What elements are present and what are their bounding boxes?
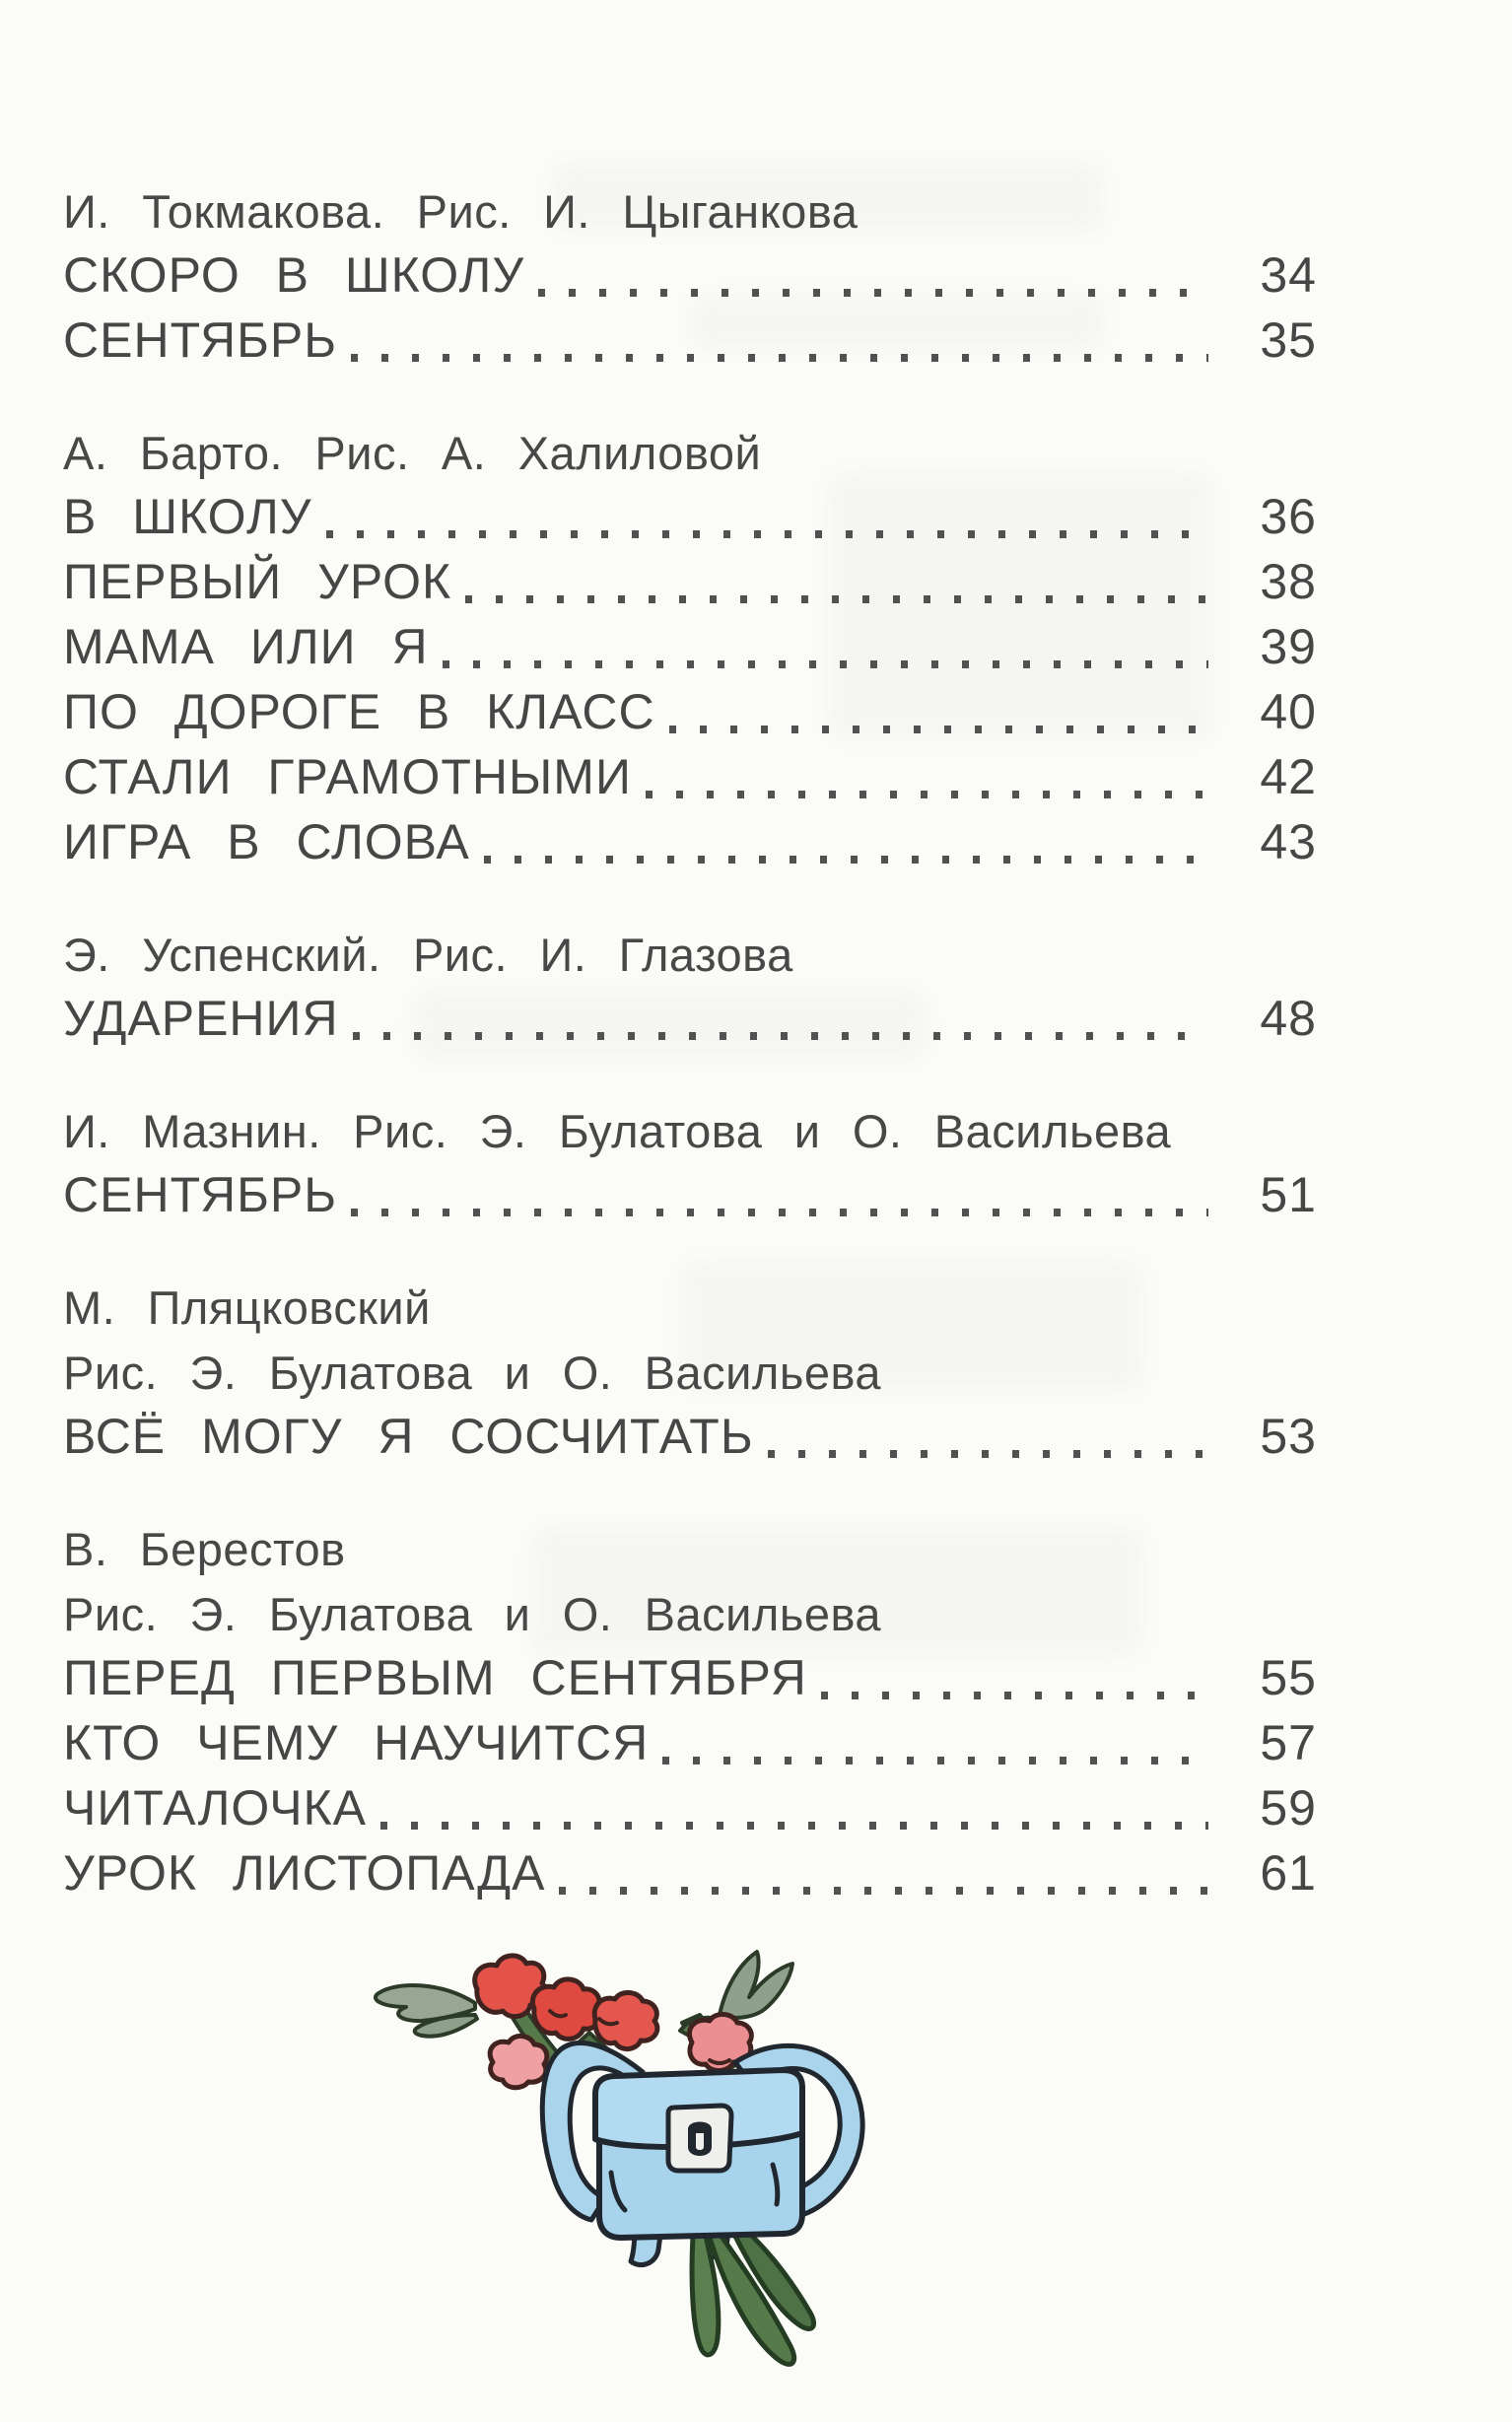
author-credit-line: Рис. Э. Булатова и О. Васильева (63, 1347, 882, 1399)
table-of-contents (63, 173, 1317, 1902)
entry-title: СКОРО В ШКОЛУ (63, 247, 525, 303)
entry-page-number: 61 (1260, 1845, 1317, 1901)
entry-page-number: 57 (1260, 1715, 1317, 1770)
dotted-leader (538, 289, 1208, 297)
toc-entry (63, 675, 1317, 740)
toc-entry (63, 1400, 1317, 1465)
entry-page-number: 59 (1260, 1780, 1317, 1835)
entry-page-number: 53 (1260, 1409, 1317, 1464)
toc-section (63, 917, 1317, 1047)
toc-section (63, 1093, 1317, 1223)
author-credit-line: И. Мазнин. Рис. Э. Булатова и О. Васильева (63, 1105, 1172, 1157)
dotted-leader (768, 1450, 1208, 1458)
dotted-leader (351, 354, 1208, 362)
toc-entry (63, 1771, 1317, 1836)
entry-title: В ШКОЛУ (63, 489, 312, 544)
toc-entry (63, 740, 1317, 805)
red-flowers (475, 1956, 657, 2049)
author-credit-line: Э. Успенский. Рис. И. Глазова (63, 929, 793, 981)
toc-entry (63, 610, 1317, 675)
entry-page-number: 34 (1260, 247, 1317, 303)
author-credit-line: В. Берестов (63, 1523, 346, 1575)
entry-page-number: 38 (1260, 554, 1317, 609)
dotted-leader (821, 1692, 1208, 1699)
author-credit-line: И. Токмакова. Рис. И. Цыганкова (63, 185, 859, 238)
toc-entry (63, 545, 1317, 610)
dotted-leader (559, 1887, 1208, 1895)
entry-title: СТАЛИ ГРАМОТНЫМИ (63, 749, 632, 804)
toc-entry (63, 982, 1317, 1047)
dotted-leader (443, 660, 1208, 668)
entry-title: УРОК ЛИСТОПАДА (63, 1845, 546, 1901)
entry-page-number: 36 (1260, 489, 1317, 544)
entry-title: ВСЁ МОГУ Я СОСЧИТАТЬ (63, 1409, 754, 1464)
dotted-leader (326, 530, 1208, 538)
author-credit-line: А. Барто. Рис. А. Халиловой (63, 427, 762, 479)
entry-title: ПЕРВЫЙ УРОК (63, 554, 452, 609)
author-credit-line: Рис. Э. Булатова и О. Васильева (63, 1588, 882, 1640)
dotted-leader (380, 1822, 1208, 1830)
dotted-leader (662, 1757, 1208, 1765)
entry-title: СЕНТЯБРЬ (63, 312, 338, 368)
toc-entry (63, 1158, 1317, 1223)
bag-clasp (668, 2106, 731, 2171)
entry-title: ПО ДОРОГЕ В КЛАСС (63, 684, 655, 739)
dotted-leader (484, 856, 1208, 864)
toc-section (63, 1270, 1317, 1465)
entry-page-number: 43 (1260, 814, 1317, 869)
entry-page-number: 48 (1260, 991, 1317, 1046)
toc-section (63, 1511, 1317, 1902)
entry-title: УДАРЕНИЯ (63, 991, 339, 1046)
author-credit-line: М. Пляцковский (63, 1281, 431, 1334)
entry-page-number: 40 (1260, 684, 1317, 739)
toc-entry (63, 239, 1317, 304)
dotted-leader (669, 726, 1208, 733)
pink-flower (490, 2036, 547, 2087)
gray-leaf-left (376, 1985, 477, 2037)
dotted-leader (646, 791, 1208, 798)
toc-entry (63, 1641, 1317, 1706)
toc-entry (63, 805, 1317, 870)
toc-entry (63, 480, 1317, 545)
school-satchel-illustration (327, 1924, 871, 2417)
dotted-leader (465, 595, 1208, 603)
entry-title: СЕНТЯБРЬ (63, 1167, 338, 1222)
toc-entry (63, 1706, 1317, 1771)
dotted-leader (353, 1032, 1208, 1040)
entry-title: ИГРА В СЛОВА (63, 814, 470, 869)
entry-page-number: 39 (1260, 619, 1317, 674)
entry-title: ЧИТАЛОЧКА (63, 1780, 367, 1835)
entry-title: ПЕРЕД ПЕРВЫМ СЕНТЯБРЯ (63, 1650, 807, 1705)
toc-entry (63, 1836, 1317, 1902)
entry-page-number: 55 (1260, 1650, 1317, 1705)
dotted-leader (351, 1209, 1208, 1216)
toc-section (63, 415, 1317, 870)
toc-section (63, 173, 1317, 369)
entry-page-number: 51 (1260, 1167, 1317, 1222)
toc-entry (63, 304, 1317, 369)
entry-title: КТО ЧЕМУ НАУЧИТСЯ (63, 1715, 650, 1770)
satchel-bouquet-drawing (327, 1924, 871, 2417)
entry-page-number: 42 (1260, 749, 1317, 804)
entry-page-number: 35 (1260, 312, 1317, 368)
entry-title: МАМА ИЛИ Я (63, 619, 429, 674)
